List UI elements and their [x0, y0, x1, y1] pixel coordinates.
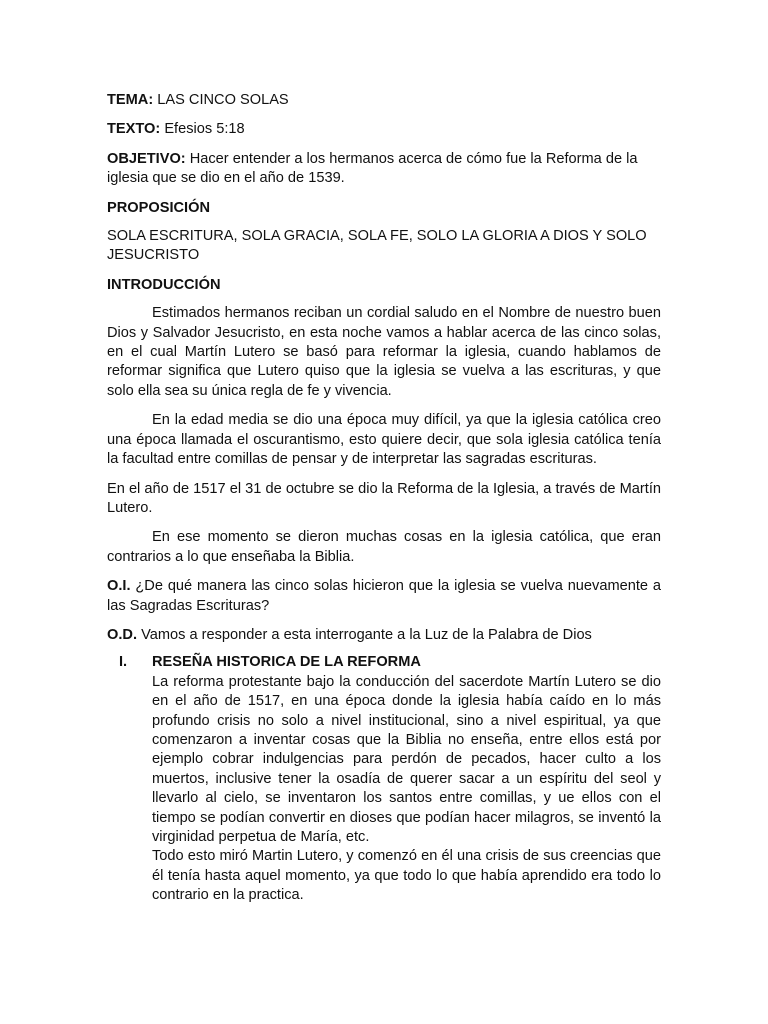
intro-paragraph-3: En el año de 1517 el 31 de octubre se dio la Reforma de la Iglesia, a través de Martín Lutero. — [107, 480, 661, 516]
section-title: RESEÑA HISTORICA DE LA REFORMA — [152, 654, 421, 671]
texto-value: Efesios 5:18 — [164, 121, 245, 138]
section-reseña-historica — [107, 653, 661, 905]
introduccion-heading: INTRODUCCIÓN — [107, 276, 221, 293]
intro-paragraph-1: Estimados hermanos reciban un cordial saludo en el Nombre de nuestro buen Dios y Salvador Jesucristo, en esta noche vamos a hablar acerca de las cinco solas, en el cual Martín Lutero se basó para reformar la iglesia, cuando hablamos de reformar significa que Lutero quiso que la iglesia se vuelva a las escrituras, y que solo ella sea su única regla de fe y vivencia. — [107, 305, 661, 399]
objetivo-line — [107, 150, 661, 189]
section-number: I. — [119, 654, 128, 671]
tema-label: TEMA: — [107, 92, 154, 108]
section-paragraph-2: Todo esto miró Martin Lutero, y comenzó en él una crisis de sus creencias que él tenía hasta aquel momento, ya que todo lo que había aprendido era todo lo contrario en la practica. — [152, 848, 661, 904]
section-body — [152, 653, 661, 905]
od-line — [107, 626, 661, 645]
texto-label: TEXTO: — [107, 121, 161, 138]
intro-paragraph-2: En la edad media se dio una época muy difícil, ya que la iglesia católica creo una época llamada el oscurantismo, esto quiere decir, que sola iglesia católica tenía la facultad entre comillas de pensar y de interpretar las sagradas escrituras. — [107, 412, 661, 468]
oi-label: O.I. — [107, 578, 131, 595]
oi-line — [107, 577, 661, 616]
texto-line — [107, 120, 661, 139]
proposicion-text: SOLA ESCRITURA, SOLA GRACIA, SOLA FE, SOLO LA GLORIA A DIOS Y SOLO JESUCRISTO — [107, 228, 647, 264]
od-label: O.D. — [107, 626, 137, 643]
section-paragraph-1: La reforma protestante bajo la conducción del sacerdote Martín Lutero se dio en el año de 1517, en una época donde la iglesia había caído en lo más profundo crisis no solo a nivel institucional, sino a nivel espiritual, ya que comenzaron a inventar cosas que la Biblia no enseña, entre ellos está por ejemplo cobrar indulgencias para perdón de pecados, hacer culto a los muertos, inclusive tener la osadía de querer sacar a un espíritu del seol y llevarlo al cielo, se inventaron los santos entre comillas, y ue ellos con el tiempo se podían convertir en dioses que podían hacer milagros, se inventó la virginidad perpetua de María, etc. — [152, 673, 661, 845]
intro-paragraph-4: En ese momento se dieron muchas cosas en la iglesia católica, que eran contrarios a lo que enseñaba la Biblia. — [107, 529, 661, 565]
proposicion-heading: PROPOSICIÓN — [107, 199, 210, 216]
od-text: Vamos a responder a esta interrogante a la Luz de la Palabra de Dios — [141, 626, 592, 643]
tema-value: LAS CINCO SOLAS — [157, 92, 289, 108]
oi-text: ¿De qué manera las cinco solas hicieron que la iglesia se vuelva nuevamente a las Sagradas Escrituras? — [107, 578, 661, 614]
tema-line — [107, 91, 661, 110]
objetivo-label: OBJETIVO: — [107, 150, 186, 167]
objetivo-value: Hacer entender a los hermanos acerca de cómo fue la Reforma de la iglesia que se dio en el año de 1539. — [107, 150, 638, 187]
